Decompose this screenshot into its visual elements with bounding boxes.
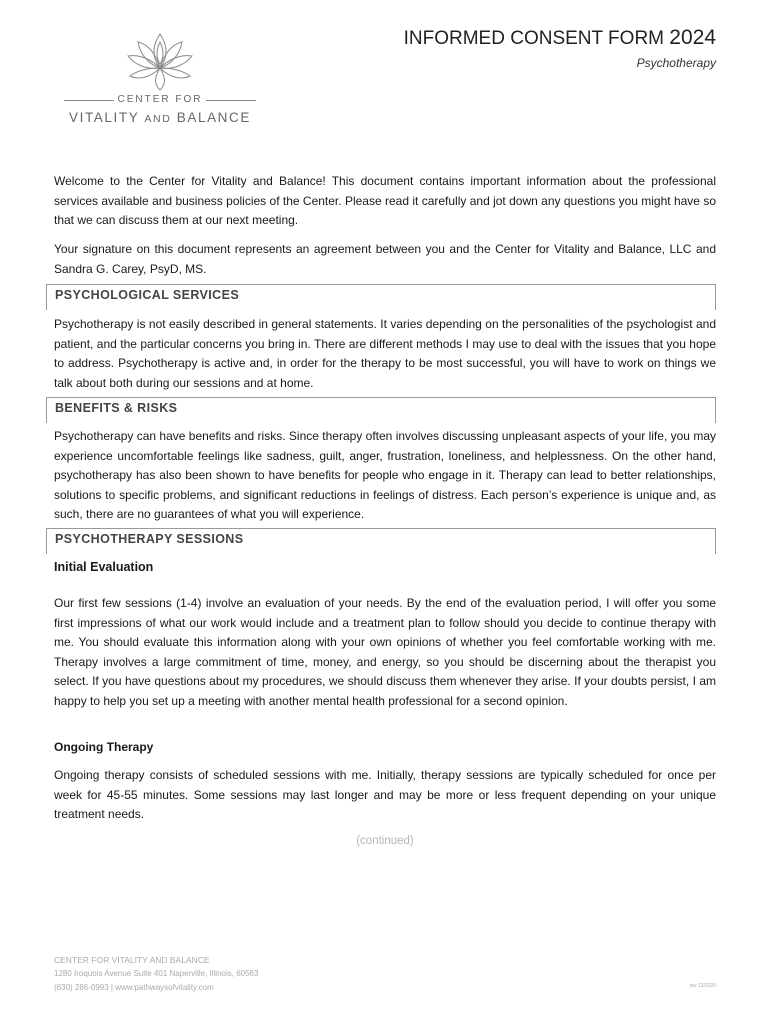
center-logo xyxy=(60,28,260,128)
initial-evaluation-body: Our first few sessions (1-4) involve an evaluation of your needs. By the end of the evaluation period, I will offer you some first impressions of what our work would include and a treatment plan to follow should you decide to continue therapy with me. You should evaluate this information along with your own opinions of whether you feel comfortable working with me. Therapy involves a large commitment of time, money, and energy, so you should be discerning about the therapist you select. If you have questions about my procedures, we should discuss them whenever they arise. If your doubts persist, I am happy to help you set up a meeting with another mental health professional for a second opinion. xyxy=(54,596,716,708)
benefits-risks-body: Psychotherapy can have benefits and risks. Since therapy often involves discussing unpleasant aspects of your life, you may experience uncomfortable feelings like sadness, guilt, anger, frustration, loneliness, and helplessness. On the other hand, psychotherapy has also been shown to have benefits for people who engage in it. Therapy can lead to better relationships, solutions to specific problems, and significant reductions in feelings of distress. Each person’s experience is unique and, as such, there are no guarantees of what you will experience. xyxy=(54,429,716,521)
section-heading-psychological-services: PSYCHOLOGICAL SERVICES xyxy=(46,284,716,310)
revision-date: rev 12/2020 xyxy=(689,983,716,989)
form-year: 2024 xyxy=(669,26,716,49)
form-subtitle: Psychotherapy xyxy=(636,56,716,70)
lotus-icon xyxy=(120,28,200,92)
footer-org-name: CENTER FOR VITALITY AND BALANCE xyxy=(54,955,210,965)
footer-address: 1280 Iroquois Avenue Suite 401 Naperville, Illinois, 60563 xyxy=(54,969,259,978)
logo-text-center-for: CENTER FOR xyxy=(60,94,260,105)
section-heading-benefits-risks: BENEFITS & RISKS xyxy=(46,397,716,423)
intro-paragraph-1: Welcome to the Center for Vitality and Balance! This document contains important information about the professional services available and business policies of the Center. Please read it carefully and jot down any questions you might have so that we can discuss them at our next meeting. xyxy=(54,174,716,227)
initial-evaluation-heading: Initial Evaluation xyxy=(54,560,154,574)
form-title: INFORMED CONSENT FORM 2024 xyxy=(403,26,716,49)
logo-text-vitality-balance: VITALITY AND BALANCE xyxy=(69,110,251,125)
footer-contact: (630) 286-0993 | www.pathwaysofvitality.com xyxy=(54,983,214,992)
ongoing-therapy-body: Ongoing therapy consists of scheduled sessions with me. Initially, therapy sessions are typically scheduled for once per week for 45-55 minutes. Some sessions may last longer and may be more or less frequent depending on your unique treatment needs. xyxy=(54,768,716,821)
psychological-services-body: Psychotherapy is not easily described in general statements. It varies depending on the personalities of the psychologist and patient, and the particular concerns you bring in. There are different methods I may use to deal with the issues that you hope to address. Psychotherapy is active and, in order for the therapy to be most successful, you will have to work on things we talk about both during our sessions and at home. xyxy=(54,317,716,390)
section-heading-psychotherapy-sessions: PSYCHOTHERAPY SESSIONS xyxy=(46,528,716,554)
continued-note: (continued) xyxy=(356,835,414,847)
intro-paragraph-2: Your signature on this document represents an agreement between you and the Center for Vitality and Balance, LLC and Sandra G. Carey, PsyD, MS. xyxy=(54,242,716,276)
footer xyxy=(54,953,258,995)
ongoing-therapy-heading: Ongoing Therapy xyxy=(54,740,154,754)
